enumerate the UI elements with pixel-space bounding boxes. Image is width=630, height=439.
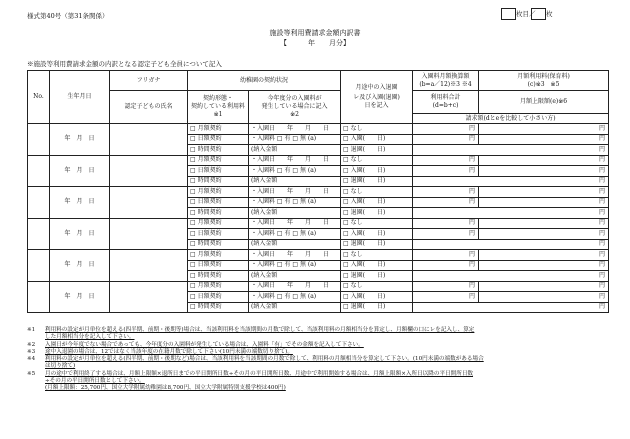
daily-contract-checkbox[interactable]: □ 日額契約 (188, 197, 249, 208)
daily-contract-checkbox[interactable]: □ 日額契約 (188, 229, 249, 240)
monthly-cap-cell[interactable]: 円 (479, 229, 609, 240)
admission-checkbox[interactable]: □ 入園( 日) (341, 166, 413, 177)
withdrawal-checkbox[interactable]: □ 退園( 日) (341, 271, 413, 282)
birthdate-field[interactable]: 年 月 日 (50, 124, 110, 156)
page-number-box[interactable] (501, 8, 516, 20)
monthly-conversion-cell[interactable]: 円 (413, 218, 479, 229)
footnote-mark: ※1 (27, 327, 36, 333)
child-name-field[interactable] (110, 281, 188, 313)
birthdate-field[interactable]: 年 月 日 (50, 218, 110, 250)
page-title: 施設等利用費請求金額内訳書 (269, 29, 361, 37)
total-fee-cell[interactable]: 円 (413, 197, 479, 208)
paid-amount-field[interactable]: (納入金額 (249, 208, 341, 219)
claim-amount-cell[interactable]: 円 (413, 239, 609, 250)
entrance-note: ※2 (290, 111, 299, 118)
none-checkbox[interactable]: □ なし (341, 124, 413, 135)
col-total-fee (413, 91, 479, 114)
table-row (28, 250, 609, 261)
paid-amount-field[interactable]: (納入金額 (249, 302, 341, 313)
monthly-conversion-cell[interactable]: 円 (413, 250, 479, 261)
midmonth-sub2: 日を記入 (364, 102, 389, 109)
footnote-mark: ※3 (27, 348, 36, 355)
col-contract-status: 幼稚園の契約状況 (188, 71, 341, 91)
monthly-use-cell[interactable]: 円 (479, 187, 609, 198)
midmonth-sub1: レ及び入園(退園) (353, 94, 400, 101)
total-fee-cell[interactable]: 円 (413, 260, 479, 271)
footnote-line: ÷その月の平日開所日数として下さい。 (45, 378, 145, 385)
footnote-line: 利用料の設定が月単位を超える(四半期、前期・後期など)場合は、当該利用料を当該期間の月数で除して、利用料の月額相当分を算定して下さい。(10円未満の端数がある場合 (45, 356, 484, 363)
admission-checkbox[interactable]: □ 入園( 日) (341, 260, 413, 271)
footnote-line: (月額上限額：25,700円、国立大学附属幼稚園は8,700円、国立大学附属特別支援学校は400円) (45, 385, 286, 392)
withdrawal-checkbox[interactable]: □ 退園( 日) (341, 145, 413, 156)
birthdate-field[interactable]: 年 月 日 (50, 250, 110, 282)
paid-amount-field[interactable]: (納入金額 (249, 176, 341, 187)
row-no (28, 250, 50, 282)
contract-form-line1: 契約形態・ (202, 95, 233, 102)
total-fee-cell[interactable]: 円 (413, 229, 479, 240)
admission-checkbox[interactable]: □ 入園( 日) (341, 292, 413, 303)
footnote-mark: ※2 (27, 341, 36, 348)
monthly-cap-cell[interactable]: 円 (479, 166, 609, 177)
footnote (27, 371, 608, 386)
monthly-use-cell[interactable]: 円 (479, 281, 609, 292)
col-no: No. (28, 71, 50, 124)
footnote-mark: ※4 (27, 356, 36, 363)
monthly-conversion-cell[interactable]: 円 (413, 281, 479, 292)
none-checkbox[interactable]: □ なし (341, 281, 413, 292)
entry-date-field[interactable]: ・入園日 年 月 日 (249, 124, 341, 135)
entry-fee-checkbox[interactable]: ・入園料 □ 有 □ 無 (a) (249, 197, 341, 208)
entry-date-field[interactable]: ・入園日 年 月 日 (249, 155, 341, 166)
table-row (28, 281, 609, 292)
child-name-field[interactable] (110, 250, 188, 282)
total-line1: 利用料合計 (430, 94, 461, 101)
daily-contract-checkbox[interactable]: □ 日額契約 (188, 260, 249, 271)
claim-amount-cell[interactable]: 円 (413, 302, 609, 313)
hourly-contract-checkbox[interactable]: □ 時間契約 (188, 239, 249, 250)
none-checkbox[interactable]: □ なし (341, 250, 413, 261)
col-monthly-use (479, 71, 609, 91)
table-row (28, 155, 609, 166)
entry-date-field[interactable]: ・入園日 年 月 日 (249, 250, 341, 261)
footnote-line: 途中入退園の場合は、12ではなく当該年度の在籍月数で除して下さい(10円未満の端数切り捨て)。 (45, 348, 293, 355)
lead-note: ※施設等利用費請求金額の内訳となる認定子ども全員について記入 (27, 60, 222, 68)
entry-fee-checkbox[interactable]: ・入園料 □ 有 □ 無 (a) (249, 260, 341, 271)
entry-fee-checkbox[interactable]: ・入園料 □ 有 □ 無 (a) (249, 229, 341, 240)
monthly-contract-checkbox[interactable]: □ 月額契約 (188, 187, 249, 198)
monthly-contract-checkbox[interactable]: □ 月額契約 (188, 155, 249, 166)
row-no (28, 281, 50, 313)
entry-date-field[interactable]: ・入園日 年 月 日 (249, 187, 341, 198)
use-line1: 月額利用料(保育料) (517, 72, 570, 80)
table-row (28, 218, 609, 229)
entry-fee-checkbox[interactable]: ・入園料 □ 有 □ 無 (a) (249, 134, 341, 145)
monthly-contract-checkbox[interactable]: □ 月額契約 (188, 281, 249, 292)
page-total-box[interactable] (531, 8, 546, 20)
total-fee-cell[interactable]: 円 (413, 166, 479, 177)
child-name-field[interactable] (110, 218, 188, 250)
total-fee-cell[interactable]: 円 (413, 134, 479, 145)
paid-amount-field[interactable]: (納入金額 (249, 271, 341, 282)
col-birthdate: 生年月日 (50, 71, 110, 124)
claim-detail-table (27, 70, 609, 313)
footnotes (27, 327, 608, 393)
claim-amount-cell[interactable]: 円 (413, 145, 609, 156)
entrance-line2: 発生している場合に記入 (261, 103, 328, 110)
monthly-contract-checkbox[interactable]: □ 月額契約 (188, 218, 249, 229)
withdrawal-checkbox[interactable]: □ 退園( 日) (341, 208, 413, 219)
monthly-use-cell[interactable]: 円 (479, 218, 609, 229)
row-no (28, 187, 50, 219)
footnote-line: は切り捨て) (45, 363, 76, 370)
entrance-line1: 今年度分の入園料が (267, 95, 322, 102)
midmonth-title: 月途中の入退園 (355, 84, 398, 91)
entry-fee-checkbox[interactable]: ・入園料 □ 有 □ 無 (a) (249, 166, 341, 177)
child-name-field[interactable] (110, 187, 188, 219)
conv-line2: (b=a／12)※3 ※4 (419, 80, 472, 88)
claim-amount-cell[interactable]: 円 (413, 176, 609, 187)
col-contract-form (188, 91, 249, 124)
row-no (28, 218, 50, 250)
monthly-use-cell[interactable]: 円 (479, 124, 609, 135)
monthly-conversion-cell[interactable]: 円 (413, 187, 479, 198)
monthly-cap-cell[interactable]: 円 (479, 197, 609, 208)
monthly-use-cell[interactable]: 円 (479, 250, 609, 261)
contract-form-line2: 契約している利用料 (190, 103, 245, 110)
page-total-label: 枚 (546, 10, 553, 18)
admission-checkbox[interactable]: □ 入園( 日) (341, 134, 413, 145)
entry-date-field[interactable]: ・入園日 年 月 日 (249, 218, 341, 229)
footnote (27, 342, 608, 349)
admission-checkbox[interactable]: □ 入園( 日) (341, 229, 413, 240)
hourly-contract-checkbox[interactable]: □ 時間契約 (188, 302, 249, 313)
monthly-contract-checkbox[interactable]: □ 月額契約 (188, 124, 249, 135)
paid-amount-field[interactable]: (納入金額 (249, 145, 341, 156)
row-no (28, 155, 50, 187)
col-entrance-fee (249, 91, 341, 124)
paid-amount-field[interactable]: (納入金額 (249, 239, 341, 250)
birthdate-field[interactable]: 年 月 日 (50, 155, 110, 187)
monthly-contract-checkbox[interactable]: □ 月額契約 (188, 250, 249, 261)
col-furigana: フリガナ (110, 71, 188, 91)
billing-period: 【 年 月分】 (280, 39, 350, 47)
birthdate-field[interactable]: 年 月 日 (50, 281, 110, 313)
footnote-line: 入園日が今年度でない場合であっても、今年度分の入園料が発生している場合は、入園料「有」でその金額を記入して下さい。 (45, 341, 364, 348)
hourly-contract-checkbox[interactable]: □ 時間契約 (188, 271, 249, 282)
monthly-cap-cell[interactable]: 円 (479, 292, 609, 303)
col-monthly-cap: 月額上限額(e)※6 (479, 91, 609, 114)
admission-checkbox[interactable]: □ 入園( 日) (341, 197, 413, 208)
page-label: 枚目／ (516, 10, 536, 18)
total-fee-cell[interactable]: 円 (413, 292, 479, 303)
footnote (27, 385, 608, 392)
total-line2: (d=b+c) (432, 102, 459, 109)
footnote-line: 月の途中で利用終了する場合は、月額上限額×退所日までの平日開所日数÷その月の平日開所日数、月途中で利用開始する場合は、月額上限額×入所日以降の平日開所日数 (45, 370, 474, 377)
withdrawal-checkbox[interactable]: □ 退園( 日) (341, 239, 413, 250)
child-name-field[interactable] (110, 124, 188, 156)
withdrawal-checkbox[interactable]: □ 退園( 日) (341, 176, 413, 187)
col-claim: 請求額(dとeを比較して小さい方) (413, 114, 609, 124)
contract-form-note: ※1 (213, 111, 223, 118)
footnote (27, 327, 608, 342)
entry-date-field[interactable]: ・入園日 年 月 日 (249, 281, 341, 292)
daily-contract-checkbox[interactable]: □ 日額契約 (188, 166, 249, 177)
col-child-name: 認定子どもの氏名 (110, 91, 188, 124)
col-monthly-conversion (413, 71, 479, 91)
hourly-contract-checkbox[interactable]: □ 時間契約 (188, 145, 249, 156)
table-row (28, 187, 609, 198)
table-row (28, 124, 609, 135)
claim-amount-cell[interactable]: 円 (413, 208, 609, 219)
footnote-line: した月額相当分を記入して下さい。 (45, 334, 135, 341)
row-no (28, 124, 50, 156)
none-checkbox[interactable]: □ なし (341, 155, 413, 166)
monthly-conversion-cell[interactable]: 円 (413, 124, 479, 135)
monthly-use-cell[interactable]: 円 (479, 155, 609, 166)
daily-contract-checkbox[interactable]: □ 日額契約 (188, 292, 249, 303)
conv-line1: 入園料月額換算額 (421, 72, 470, 80)
hourly-contract-checkbox[interactable]: □ 時間契約 (188, 208, 249, 219)
monthly-cap-cell[interactable]: 円 (479, 260, 609, 271)
monthly-cap-cell[interactable]: 円 (479, 134, 609, 145)
hourly-contract-checkbox[interactable]: □ 時間契約 (188, 176, 249, 187)
col-midmonth (341, 71, 413, 124)
none-checkbox[interactable]: □ なし (341, 187, 413, 198)
footnote (27, 356, 608, 371)
footnote-line: 利用料の設定が月単位を超える(四半期、前期・後期等)場合は、当該利用料を当該期間の月数で除して、当該利用料の月額相当分を算定し、月額欄の口にレを記入し、算定 (45, 327, 475, 333)
footnote-mark: ※5 (27, 370, 36, 377)
claim-amount-cell[interactable]: 円 (413, 271, 609, 282)
form-number: 様式第40号（第31条関係） (27, 12, 109, 20)
child-name-field[interactable] (110, 155, 188, 187)
entry-fee-checkbox[interactable]: ・入園料 □ 有 □ 無 (a) (249, 292, 341, 303)
monthly-conversion-cell[interactable]: 円 (413, 155, 479, 166)
daily-contract-checkbox[interactable]: □ 日額契約 (188, 134, 249, 145)
birthdate-field[interactable]: 年 月 日 (50, 187, 110, 219)
use-line2: (c)※3 ※5 (527, 80, 560, 88)
withdrawal-checkbox[interactable]: □ 退園( 日) (341, 302, 413, 313)
none-checkbox[interactable]: □ なし (341, 218, 413, 229)
